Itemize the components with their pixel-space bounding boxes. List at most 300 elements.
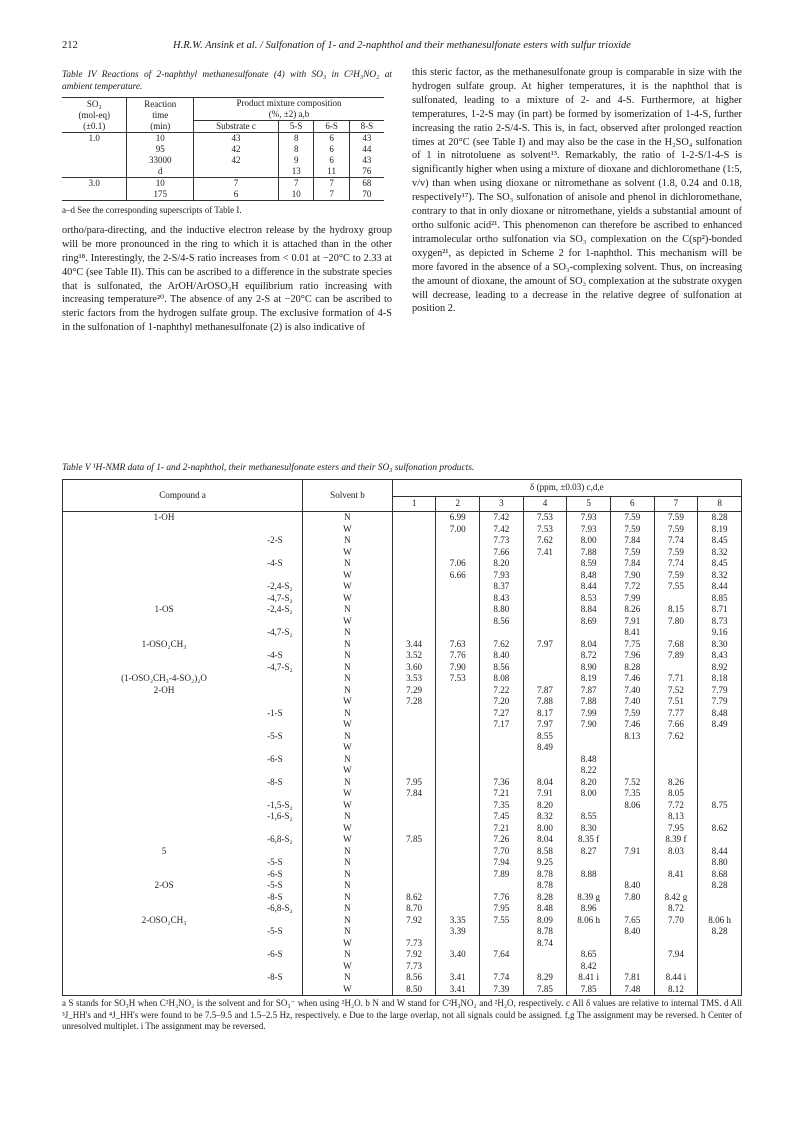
table5-shift-cell: 8.13: [654, 811, 698, 823]
table5-shift-cell: [698, 811, 742, 823]
table4-cell: 11: [314, 166, 349, 178]
table5-shift-cell: 7.06: [436, 558, 480, 570]
table5-shift-cell: [436, 834, 480, 846]
table5-row: [63, 708, 742, 720]
table5-shift-cell: [436, 788, 480, 800]
table4-row: [62, 178, 384, 190]
table5-shift-cell: 8.13: [610, 731, 654, 743]
table5-shift-cell: 8.96: [567, 903, 611, 915]
table5-shift-cell: 8.26: [654, 777, 698, 789]
table5-shift-cell: 6.99: [436, 512, 480, 524]
table5-shift-cell: 7.59: [610, 512, 654, 524]
table4-cell: 1.0: [88, 133, 100, 143]
table5-solvent-cell: N: [303, 926, 393, 938]
table5-shift-cell: [392, 880, 436, 892]
table5-substituent-cell: -8-S: [267, 891, 283, 902]
table5-shift-cell: 7.97: [523, 719, 567, 731]
table5-shift-cell: 7.72: [654, 800, 698, 812]
table5-solvent-cell: N: [303, 915, 393, 927]
table4-sub-header: 5-S: [278, 121, 313, 133]
table5-shift-cell: 7.93: [567, 512, 611, 524]
table5-solvent-cell: N: [303, 662, 393, 674]
table5-shift-cell: 8.45: [698, 558, 742, 570]
table5-row: [63, 972, 742, 984]
table5-shift-cell: 7.17: [480, 719, 524, 731]
table5-shift-cell: 8.56: [480, 616, 524, 628]
table5-shift-cell: [392, 754, 436, 766]
page-number: 212: [62, 40, 78, 51]
table5-shift-cell: 7.93: [480, 570, 524, 582]
table5-shift-cell: 8.48: [523, 903, 567, 915]
table5-substituent-cell: -4,7-S₂: [267, 661, 293, 672]
table5-shift-cell: [610, 754, 654, 766]
table4-col-time: Reaction time (min): [127, 98, 194, 133]
table4-footnote: a–d See the corresponding superscripts of Table I.: [62, 205, 242, 215]
table5-shift-cell: 8.39 g: [567, 892, 611, 904]
table5-shift-cell: 7.39: [480, 984, 524, 996]
table5-shift-cell: 8.41 i: [567, 972, 611, 984]
table5-shift-cell: [654, 754, 698, 766]
table5-shift-cell: [610, 834, 654, 846]
table5-shift-cell: 7.35: [610, 788, 654, 800]
table5-shift-cell: [392, 524, 436, 536]
table5-shift-cell: [392, 765, 436, 777]
table5-compound-cell: [63, 558, 266, 570]
table5-compound-cell: [63, 857, 266, 869]
table5-shift-cell: [436, 742, 480, 754]
table5-substituent-cell: -2,4-S₂: [267, 604, 293, 614]
table5-solvent-cell: N: [303, 639, 393, 651]
table5-compound-cell: 5: [161, 845, 167, 856]
table5-shift-cell: 8.39 f: [654, 834, 698, 846]
table5-shift-cell: 8.71: [698, 604, 742, 616]
table5-shift-cell: 8.48: [698, 708, 742, 720]
table5-shift-cell: [698, 788, 742, 800]
table5-compound-cell: [63, 938, 266, 950]
table5-shift-cell: 3.39: [436, 926, 480, 938]
table5-shift-cell: 7.28: [392, 696, 436, 708]
table5-shift-cell: [436, 846, 480, 858]
table5-compound-cell: (1-OSO₂CH₃-4-SO₂)₂O: [121, 673, 207, 683]
table5-compound-cell: [63, 742, 266, 754]
table5-shift-cell: 8.28: [523, 892, 567, 904]
table5-shift-cell: 7.74: [654, 558, 698, 570]
table4: [62, 97, 384, 201]
table5-shift-cell: 8.80: [698, 857, 742, 869]
table4-cell: [62, 189, 127, 201]
table5-compound-cell: [63, 524, 266, 536]
table5-shift-cell: 7.51: [654, 696, 698, 708]
table5-shift-cell: 7.59: [654, 570, 698, 582]
table5-compound-cell: 1-OS: [154, 604, 174, 614]
table5-shift-cell: [480, 731, 524, 743]
table5-shift-cell: [392, 869, 436, 881]
table5-shift-cell: 7.84: [610, 535, 654, 547]
table4-cell: 70: [349, 189, 384, 201]
table5-solvent-cell: W: [303, 719, 393, 731]
right-column: [412, 66, 742, 316]
table5-row: [63, 765, 742, 777]
table5-shift-cell: 8.05: [654, 788, 698, 800]
table5-shift-cell: 7.92: [392, 915, 436, 927]
table5-shift-cell: 7.89: [654, 650, 698, 662]
table5-position-header: 5: [567, 497, 611, 512]
table5-shift-cell: 7.52: [610, 777, 654, 789]
table5-shift-cell: [523, 650, 567, 662]
table5-solvent-cell: N: [303, 880, 393, 892]
table5-shift-cell: 8.32: [698, 547, 742, 559]
table5-substituent-cell: [265, 696, 303, 708]
table5-shift-cell: [436, 892, 480, 904]
table5-shift-cell: 7.68: [654, 639, 698, 651]
table5-solvent-cell: N: [303, 685, 393, 697]
table5-shift-cell: 7.73: [392, 938, 436, 950]
table5-shift-cell: 7.99: [567, 708, 611, 720]
table5-compound-cell: [63, 616, 266, 628]
table5-row: [63, 880, 742, 892]
table5-shift-cell: 8.65: [567, 949, 611, 961]
table5-row: [63, 788, 742, 800]
table5-compound-cell: 2-OS: [154, 880, 174, 890]
table5-solvent-cell: N: [303, 708, 393, 720]
table5-shift-cell: 8.50: [392, 984, 436, 996]
table5-shift-cell: 8.19: [567, 673, 611, 685]
table5-solvent-cell: W: [303, 547, 393, 559]
table5-shift-cell: [392, 857, 436, 869]
table5-compound-cell: [63, 972, 266, 984]
table5-solvent-cell: N: [303, 604, 393, 616]
table5-solvent-cell: W: [303, 765, 393, 777]
table5-shift-cell: 7.64: [480, 949, 524, 961]
table4-cell: 175: [127, 189, 194, 201]
table5-shift-cell: [436, 616, 480, 628]
table5-shift-cell: 8.49: [698, 719, 742, 731]
table4-cell: 95: [127, 144, 194, 155]
table5-substituent-cell: [265, 984, 303, 996]
table5-shift-cell: 7.66: [480, 547, 524, 559]
table5-shift-cell: 8.00: [567, 535, 611, 547]
table5-shift-cell: [392, 719, 436, 731]
table5-shift-cell: 8.75: [698, 800, 742, 812]
table5-shift-cell: 8.08: [480, 673, 524, 685]
table5-substituent-cell: [265, 547, 303, 559]
table5-solvent-cell: W: [303, 834, 393, 846]
table5-shift-cell: 8.06: [610, 800, 654, 812]
table4-cell: [62, 155, 127, 166]
table4-cell: 10: [278, 189, 313, 201]
table5-substituent-cell: -5-S: [267, 730, 283, 741]
table5-shift-cell: 8.85: [698, 593, 742, 605]
table5-shift-cell: [654, 593, 698, 605]
table5-shift-cell: [698, 949, 742, 961]
table5-substituent-cell: -4-S: [267, 650, 283, 660]
table5-solvent-cell: N: [303, 535, 393, 547]
table4-row: [62, 133, 384, 145]
table5-row: [63, 685, 742, 697]
table5-row: [63, 984, 742, 996]
table5-shift-cell: 7.46: [610, 719, 654, 731]
table5-shift-cell: [654, 857, 698, 869]
table4-cell: [62, 166, 127, 178]
table5-shift-cell: 8.72: [567, 650, 611, 662]
table5-shift-cell: [436, 731, 480, 743]
table5-compound-cell: [63, 581, 266, 593]
table5-row: [63, 823, 742, 835]
table5-substituent-cell: [265, 823, 303, 835]
table5-shift-cell: 7.20: [480, 696, 524, 708]
table5-shift-cell: 8.29: [523, 972, 567, 984]
table5-compound-cell: [63, 984, 266, 996]
table5-shift-cell: [436, 961, 480, 973]
table5-shift-cell: 8.48: [567, 570, 611, 582]
table5-shift-cell: [480, 880, 524, 892]
table5-row: [63, 892, 742, 904]
table5-row: [63, 777, 742, 789]
table5-shift-cell: 8.28: [698, 926, 742, 938]
table5-shift-cell: 7.22: [480, 685, 524, 697]
table5-shift-cell: 8.28: [698, 880, 742, 892]
table5-compound-cell: [63, 754, 266, 766]
table4-caption: Table IV Reactions of 2-naphthyl methanesulfonate (4) with SO₃ in C²H₃NO₂ at ambient temperature.: [62, 70, 392, 92]
table5-shift-cell: [654, 880, 698, 892]
table5-substituent-cell: [265, 765, 303, 777]
table4-row: [62, 155, 384, 166]
table4-cell: 3.0: [62, 178, 127, 190]
table5-shift-cell: 8.45: [698, 535, 742, 547]
table5-position-header: 1: [392, 497, 436, 512]
table5-shift-cell: 7.65: [610, 915, 654, 927]
table5-shift-cell: 7.91: [610, 616, 654, 628]
table5-row: [63, 719, 742, 731]
table5-row: [63, 524, 742, 536]
table5-shift-cell: [567, 938, 611, 950]
table5-shift-cell: [698, 742, 742, 754]
table5-position-header: 8: [698, 497, 742, 512]
table5-shift-cell: [654, 926, 698, 938]
table5-substituent-cell: -5-S: [267, 926, 283, 936]
table5-shift-cell: 7.53: [523, 512, 567, 524]
table5-row: [63, 662, 742, 674]
table5-shift-cell: 8.72: [654, 903, 698, 915]
table5-shift-cell: 7.40: [610, 685, 654, 697]
table5-solvent-cell: N: [303, 650, 393, 662]
table5-shift-cell: [610, 823, 654, 835]
table4-cell: [62, 144, 127, 155]
table5-shift-cell: [567, 800, 611, 812]
table4-cell: 7: [278, 178, 313, 190]
table5-shift-cell: 8.84: [567, 604, 611, 616]
table5-shift-cell: [436, 811, 480, 823]
table5-shift-cell: [698, 731, 742, 743]
table5-shift-cell: [436, 696, 480, 708]
table5-shift-cell: 7.42: [480, 512, 524, 524]
left-column: [62, 70, 392, 335]
table5-solvent-cell: N: [303, 731, 393, 743]
table5-shift-cell: [392, 581, 436, 593]
table5-shift-cell: [392, 535, 436, 547]
table5-shift-cell: [480, 765, 524, 777]
table4-cell: 10: [127, 178, 194, 190]
table4-cell: 6: [314, 144, 349, 155]
table5-substituent-cell: [265, 639, 303, 651]
table5-substituent-cell: [265, 719, 303, 731]
table5-shift-cell: [480, 754, 524, 766]
table5: [62, 479, 742, 996]
table4-cell: 43: [349, 155, 384, 166]
table5-shift-cell: [392, 731, 436, 743]
table5-shift-cell: [392, 570, 436, 582]
running-title: H.R.W. Ansink et al. / Sulfonation of 1- and 2-naphthol and their methanesulfonate esters with sulfur trioxide: [173, 40, 631, 51]
table5-substituent-cell: [265, 512, 303, 524]
table4-row: [62, 166, 384, 178]
table5-compound-cell: [63, 547, 266, 559]
table5-shift-cell: 7.59: [654, 547, 698, 559]
table5-shift-cell: 8.35 f: [567, 834, 611, 846]
table5-shift-cell: 7.63: [436, 639, 480, 651]
table5-shift-cell: 8.37: [480, 581, 524, 593]
table5-shift-cell: 7.59: [610, 547, 654, 559]
table5-compound-cell: [63, 811, 266, 823]
table5-shift-cell: [610, 857, 654, 869]
table5-shift-cell: 7.21: [480, 823, 524, 835]
table5-row: [63, 535, 742, 547]
table5-shift-cell: 8.28: [698, 512, 742, 524]
table5-shift-cell: 7.35: [480, 800, 524, 812]
table5-shift-cell: 8.18: [698, 673, 742, 685]
table5-substituent-cell: -5-S: [267, 857, 283, 867]
table5-shift-cell: 8.12: [654, 984, 698, 996]
table5-shift-cell: [392, 800, 436, 812]
table4-cell: 7: [314, 189, 349, 201]
table4-sub-header: Substrate c: [194, 121, 279, 133]
table5-row: [63, 512, 742, 524]
table5-substituent-cell: -8-S: [267, 972, 283, 982]
table4-cell: 7: [194, 178, 279, 190]
table5-shift-cell: 7.70: [654, 915, 698, 927]
table5-shift-cell: 7.79: [698, 696, 742, 708]
table5-solvent-cell: W: [303, 823, 393, 835]
table5-shift-cell: [698, 961, 742, 973]
table5-solvent-cell: W: [303, 524, 393, 536]
table5-solvent-cell: W: [303, 616, 393, 628]
table5-caption: Table V ¹H-NMR data of 1- and 2-naphthol, their methanesulfonate esters and their SO₃ sulfonation products.: [62, 463, 475, 473]
table5-shift-cell: 8.44: [567, 581, 611, 593]
table5-row: [63, 639, 742, 651]
table5-substituent-cell: -2-S: [267, 535, 283, 545]
table5-shift-cell: 8.00: [567, 788, 611, 800]
table5-shift-cell: 8.74: [523, 938, 567, 950]
table5-shift-cell: [436, 857, 480, 869]
table5-solvent-cell: W: [303, 581, 393, 593]
table5-shift-cell: [567, 926, 611, 938]
table5-shift-cell: [567, 857, 611, 869]
table5-row: [63, 650, 742, 662]
table5-compound-cell: [63, 961, 266, 973]
table5-shift-cell: 7.95: [654, 823, 698, 835]
table5-shift-cell: 7.75: [610, 639, 654, 651]
table5-solvent-cell: N: [303, 892, 393, 904]
table5-shift-cell: 7.00: [436, 524, 480, 536]
table5-shift-cell: 8.04: [523, 777, 567, 789]
table4-cell: 9: [278, 155, 313, 166]
table5-shift-cell: [392, 558, 436, 570]
table5-shift-cell: 8.53: [567, 593, 611, 605]
table4-cell: 13: [278, 166, 313, 178]
table5-shift-cell: 8.04: [567, 639, 611, 651]
table5-substituent-cell: [265, 961, 303, 973]
table5-row: [63, 938, 742, 950]
table5-shift-cell: 8.42: [567, 961, 611, 973]
table5-shift-cell: 7.85: [567, 984, 611, 996]
table5-solvent-cell: N: [303, 903, 393, 915]
table5-compound-cell: [63, 869, 266, 881]
table5-shift-cell: [654, 938, 698, 950]
table5-shift-cell: [436, 604, 480, 616]
left-paragraph: ortho/para-directing, and the inductive electron release by the hydroxy group will be more pronounced in the ring to which it is attached than in the other ring¹⁸. Interestingly, the 2-S/4-S ratio increases from < 0.01 at −20°C to 2.33 at 40°C (see Table II). This can be ascribed to a difference in the substrate species that is sulfonated, the ArOH/ArOSO₃H equilibrium ratio increasing with increasing temperature²⁰. The absence of any 2-S at −20°C can be ascribed to steric factors from the hydrogen sulfate group. The exclusive formation of 4-S in the sulfonation of 1-naphthyl methanesulfonate (2) is also indicative of: [62, 224, 392, 334]
table5-substituent-cell: [265, 673, 303, 685]
table5-shift-cell: 7.76: [480, 892, 524, 904]
table5-shift-cell: [523, 570, 567, 582]
table5-shift-cell: 7.36: [480, 777, 524, 789]
table5-shift-cell: [392, 512, 436, 524]
table5-shift-cell: 7.85: [392, 834, 436, 846]
table5-substituent-cell: -6-S: [267, 753, 283, 764]
table5-shift-cell: [436, 754, 480, 766]
table5-solvent-cell: W: [303, 570, 393, 582]
table5-compound-cell: [63, 650, 266, 662]
table5-compound-cell: [63, 777, 266, 789]
table5-shift-cell: [392, 846, 436, 858]
table5-position-header: 7: [654, 497, 698, 512]
table5-shift-cell: 7.59: [610, 524, 654, 536]
table4-col-product: Product mixture composition (%, ±2) a,b: [194, 98, 384, 121]
table5-substituent-cell: [265, 846, 303, 858]
right-paragraph: this steric factor, as the methanesulfonate group is comparable in size with the hydrogen sulfate group. At higher temperatures, it is the naphthol that is sulfonated, leading to a mixture of 2- and 4-S. Furthermore, at higher temperatures, 1-2-S may (in part) be formed by isomerization of 1-4-S, further increasing the ratio 2-S/4-S. This is, in fact, observed after prolonged reaction times at 20°C (see Table I) and may also be the case in the H₂SO₄ sulfonation of 1 in nitrotoluene as solvent¹³. Remarkably, the ratio of 1-2-S/1-4-S is significantly higher when using a mixture of dioxane and dichloromethane (1:5, v/v) than when using dioxane or nitromethane as solvent (1.8, 0.24 and 0.18, respectively¹⁷). The SO₃ sulfonation of anisole and phenol in dichloromethane, contrary to that in only dioxane or nitromethane, yields a substantial amount of ortho sulfonic acid²¹. This phenomenon can therefore be ascribed to enhanced intramolecular ortho sulfonation via SO₃ complexation on the C(sp²)-bonded oxygen²¹, as depicted in Scheme 2 for 1-naphthol. This mechanism will be more favored in the absence of a SO₃-complexing solvent. Thus, on increasing the amount of dioxane, the amount of SO₃ complexation at the substrate oxygen will decrease, leading to a decrease in the relative degree of sulfonation at position 2.: [412, 67, 742, 315]
table4-cell: 6: [314, 133, 349, 145]
table5-shift-cell: [610, 765, 654, 777]
table5-shift-cell: [698, 777, 742, 789]
table5-shift-cell: [654, 961, 698, 973]
table5-shift-cell: [392, 627, 436, 639]
table5-shift-cell: 7.79: [698, 685, 742, 697]
table5-shift-cell: [567, 627, 611, 639]
table4-cell: 7: [314, 178, 349, 190]
table5-row: [63, 558, 742, 570]
table5-shift-cell: [654, 742, 698, 754]
table5-shift-cell: [698, 972, 742, 984]
table5-shift-cell: [480, 961, 524, 973]
table4-cell: 42: [194, 144, 279, 155]
table5-substituent-cell: -8-S: [267, 776, 283, 787]
table5-solvent-cell: N: [303, 777, 393, 789]
table5-shift-cell: [610, 949, 654, 961]
table5-substituent-cell: -4,7-S₂: [267, 627, 293, 637]
table5-row: [63, 915, 742, 927]
table5-shift-cell: [436, 880, 480, 892]
table5-shift-cell: [392, 708, 436, 720]
table5-shift-cell: 8.90: [567, 662, 611, 674]
table5-compound-cell: [63, 903, 266, 915]
table5-shift-cell: 8.62: [392, 892, 436, 904]
table5-shift-cell: [392, 593, 436, 605]
table5-shift-cell: [436, 823, 480, 835]
table5-solvent-cell: N: [303, 949, 393, 961]
table5-col-solvent: Solvent b: [303, 480, 393, 512]
table5-shift-cell: 8.49: [523, 742, 567, 754]
table5-row: [63, 857, 742, 869]
table5-shift-cell: 7.55: [480, 915, 524, 927]
table5-shift-cell: 7.90: [567, 719, 611, 731]
